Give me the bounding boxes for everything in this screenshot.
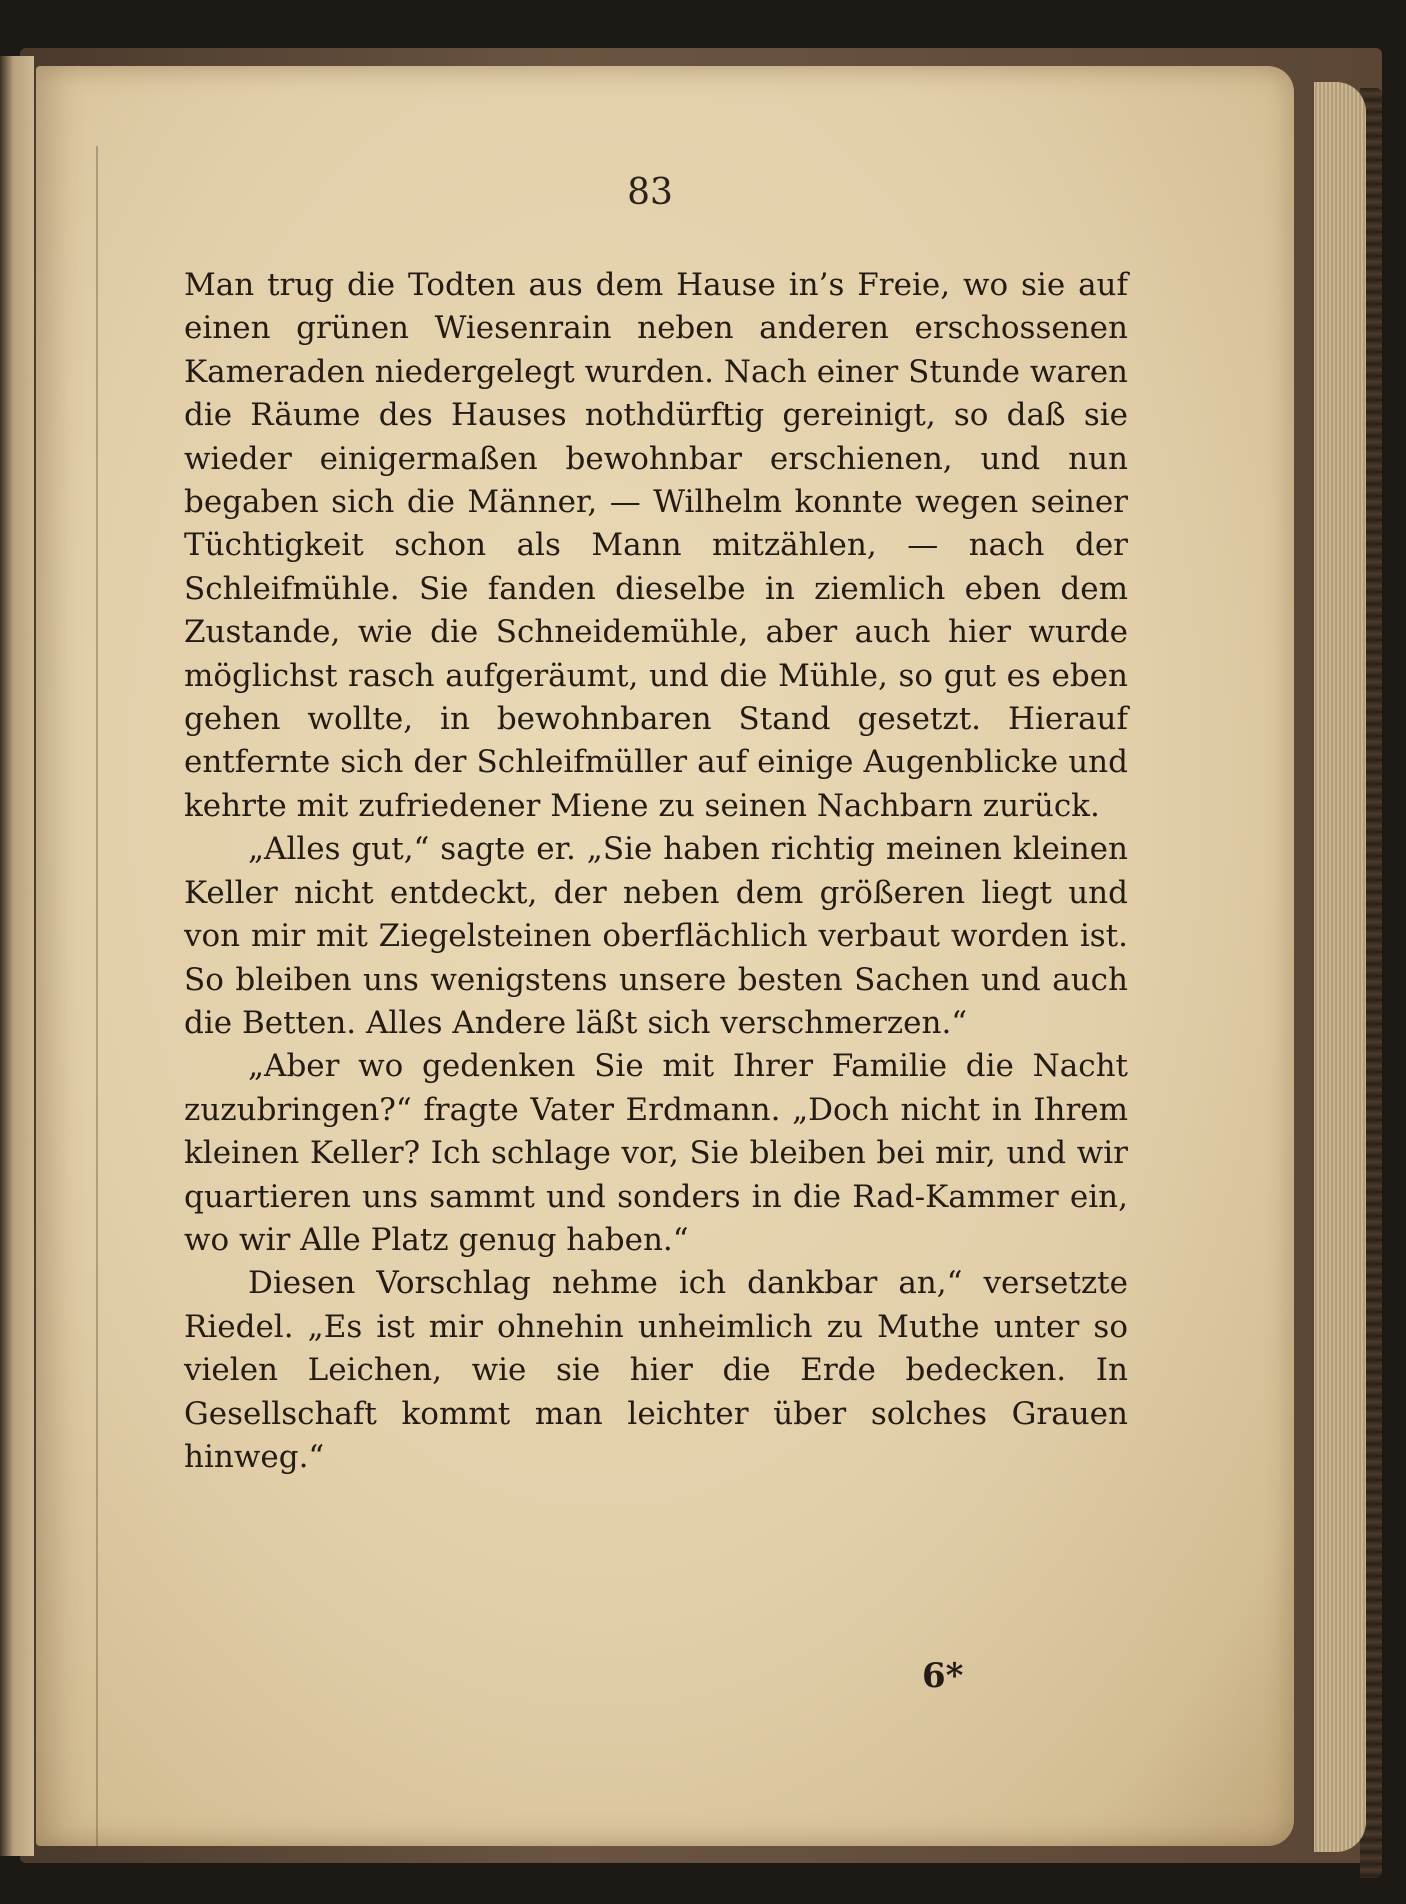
paragraph-4: Diesen Vorschlag nehme ich dankbar an,“ versetzte Riedel. „Es ist mir ohnehin unheimlich zu Muthe unter so vielen Leichen, wie sie hier die Erde bedecken. In Gesellschaft kommt man leichter über solches Grauen hinweg.“ [184, 1265, 1128, 1475]
page-gutter [96, 146, 98, 1846]
page-number: 83 [627, 172, 673, 213]
page-stack-edge [1314, 82, 1366, 1852]
paragraph-1: Man trug die Todten aus dem Hause in’s Freie, wo sie auf einen grünen Wiesenrain neben anderen erschossenen Kameraden niedergelegt wurden. Nach einer Stunde waren die Räume des Hauses nothdürftig gereinigt, so daß sie wieder einigermaßen bewohnbar erschienen, und nun begaben sich die Männer, — Wilhelm konnte wegen seiner Tüchtigkeit schon als Mann mitzählen, — nach der Schleifmühle. Sie fanden dieselbe in ziemlich eben dem Zustande, wie die Schneidemühle, aber auch hier wurde möglichst rasch aufgeräumt, und die Mühle, so gut es eben gehen wollte, in bewohnbaren Stand gesetzt. Hierauf entfernte sich der Schleifmüller auf einige Augenblicke und kehrte mit zufriedener Miene zu seinen Nachbarn zurück. [184, 267, 1128, 824]
paragraph-2: „Alles gut,“ sagte er. „Sie haben richtig meinen kleinen Keller nicht entdeckt, der neben dem größeren liegt und von mir mit Ziegelsteinen oberflächlich verbaut worden ist. So bleiben uns wenigstens unsere besten Sachen und auch die Betten. Alles Andere läßt sich verschmerzen.“ [184, 831, 1128, 1041]
printer-signature-mark: 6* [922, 1656, 964, 1696]
page-body-text [184, 264, 1128, 1479]
previous-page-edge [0, 56, 34, 1856]
paragraph-3: „Aber wo gedenken Sie mit Ihrer Familie die Nacht zuzubringen?“ fragte Vater Erdmann. „Doch nicht in Ihrem kleinen Keller? Ich schlage vor, Sie bleiben bei mir, und wir quartieren uns sammt und sonders in die Rad-Kammer ein, wo wir Alle Platz genug haben.“ [184, 1048, 1128, 1258]
